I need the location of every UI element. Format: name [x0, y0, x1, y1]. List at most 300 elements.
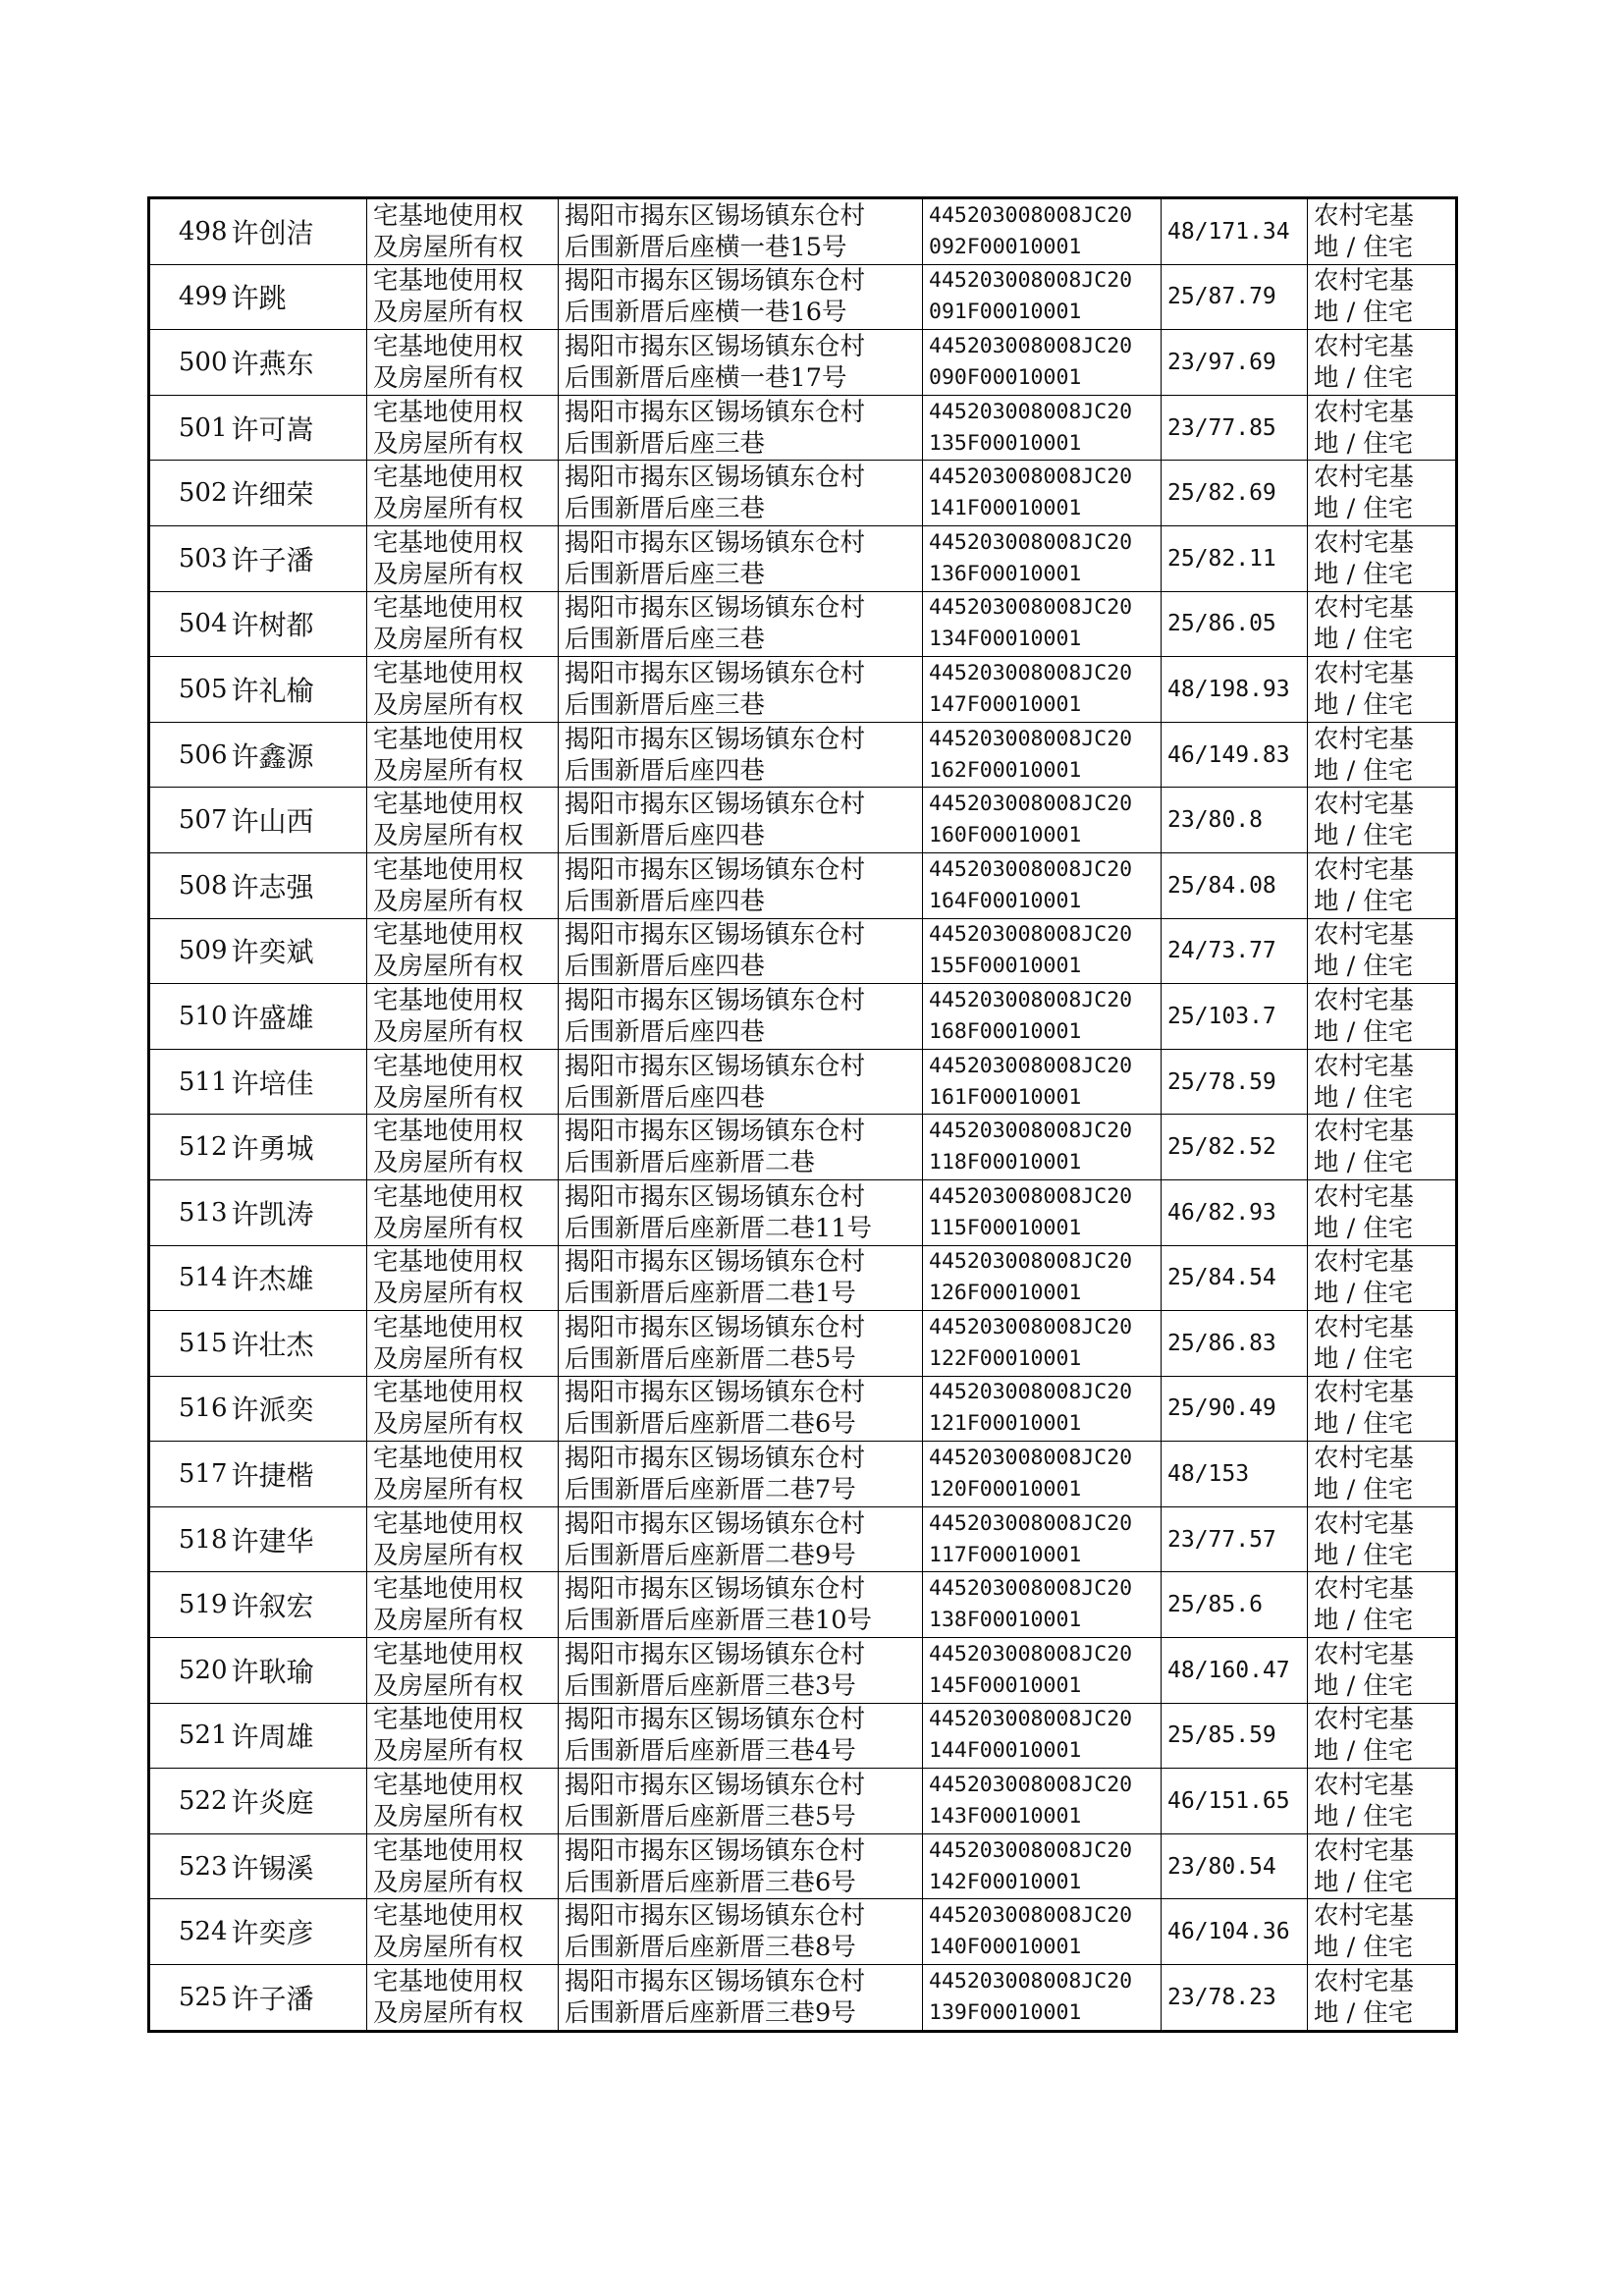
area-value: 23/80.8: [1162, 788, 1308, 853]
unit-code-line: 121F00010001: [929, 1411, 1082, 1437]
land-use: [1308, 1899, 1457, 1965]
owner-name: 许创洁: [230, 198, 367, 265]
right-type-line: 及房屋所有权: [373, 1016, 524, 1047]
table-row: [149, 1965, 1457, 2032]
area-value: 25/86.83: [1162, 1311, 1308, 1377]
property-address-line: 揭阳市揭东区锡场镇东仓村: [565, 527, 866, 558]
land-use-line: 农村宅基: [1314, 658, 1415, 688]
area-value: 25/87.79: [1162, 264, 1308, 330]
owner-name: 许子潘: [230, 525, 367, 591]
property-address-line: 揭阳市揭东区锡场镇东仓村: [565, 593, 866, 624]
land-use: [1308, 1245, 1457, 1311]
land-use-line: 农村宅基: [1314, 397, 1415, 427]
land-use-line: 农村宅基: [1314, 1378, 1415, 1408]
land-use-line: 农村宅基: [1314, 266, 1415, 297]
right-type: [367, 1965, 559, 2032]
property-address: [559, 1311, 923, 1377]
area-value: 46/104.36: [1162, 1899, 1308, 1965]
property-address-line: 揭阳市揭东区锡场镇东仓村: [565, 790, 866, 820]
table-row: [149, 984, 1457, 1050]
right-type: [367, 1049, 559, 1115]
table-row: [149, 330, 1457, 396]
unit-code-line: 168F00010001: [929, 1018, 1082, 1044]
unit-code-line: 445203008008JC20: [929, 1837, 1133, 1863]
owner-name: 许树都: [230, 591, 367, 657]
land-use: [1308, 198, 1457, 265]
right-type-line: 宅基地使用权: [373, 1508, 524, 1539]
property-address: [559, 1506, 923, 1572]
property-address: [559, 1899, 923, 1965]
property-address-line: 后围新厝后座新厝三巷8号: [565, 1933, 856, 1963]
right-type-line: 宅基地使用权: [373, 854, 524, 885]
property-address-line: 揭阳市揭东区锡场镇东仓村: [565, 1312, 866, 1342]
row-number: 510: [149, 984, 230, 1050]
property-address-line: 后围新厝后座新厝三巷6号: [565, 1867, 856, 1897]
owner-name: 许壮杰: [230, 1311, 367, 1377]
unit-code-line: 143F00010001: [929, 1804, 1082, 1830]
owner-name: 许奕斌: [230, 918, 367, 984]
land-use: [1308, 1442, 1457, 1507]
land-use-line: 农村宅基: [1314, 1444, 1415, 1474]
property-address-line: 后围新厝后座新厝二巷7号: [565, 1475, 856, 1505]
land-use-line: 地 / 住宅: [1314, 1082, 1414, 1113]
right-type: [367, 852, 559, 918]
property-address-line: 揭阳市揭东区锡场镇东仓村: [565, 1378, 866, 1408]
right-type-line: 及房屋所有权: [373, 1606, 524, 1636]
land-use: [1308, 657, 1457, 723]
unit-code: [923, 525, 1162, 591]
property-address: [559, 1833, 923, 1899]
land-use-line: 地 / 住宅: [1314, 952, 1414, 982]
area-value: 23/77.85: [1162, 395, 1308, 461]
row-number: 513: [149, 1179, 230, 1245]
land-use-line: 地 / 住宅: [1314, 625, 1414, 655]
right-type-line: 及房屋所有权: [373, 1997, 524, 2028]
unit-code-line: 445203008008JC20: [929, 1380, 1133, 1405]
row-number: 502: [149, 461, 230, 526]
right-type-line: 宅基地使用权: [373, 200, 524, 231]
unit-code-line: 445203008008JC20: [929, 1641, 1133, 1667]
row-number: 507: [149, 788, 230, 853]
right-type-line: 宅基地使用权: [373, 1312, 524, 1342]
property-address-line: 揭阳市揭东区锡场镇东仓村: [565, 200, 866, 231]
right-type-line: 宅基地使用权: [373, 1771, 524, 1801]
land-use-line: 地 / 住宅: [1314, 232, 1414, 262]
row-number: 520: [149, 1638, 230, 1704]
land-use: [1308, 1833, 1457, 1899]
land-use-line: 农村宅基: [1314, 1574, 1415, 1605]
property-address: [559, 591, 923, 657]
property-address: [559, 330, 923, 396]
right-type-line: 宅基地使用权: [373, 331, 524, 361]
row-number: 521: [149, 1703, 230, 1769]
right-type: [367, 1245, 559, 1311]
property-address-line: 后围新厝后座横一巷17号: [565, 362, 847, 393]
table-row: [149, 722, 1457, 788]
unit-code-line: 445203008008JC20: [929, 1053, 1133, 1078]
property-address: [559, 525, 923, 591]
unit-code-line: 445203008008JC20: [929, 1446, 1133, 1471]
table-row: [149, 1442, 1457, 1507]
land-use-line: 地 / 住宅: [1314, 1933, 1414, 1963]
land-use: [1308, 1311, 1457, 1377]
property-address: [559, 1179, 923, 1245]
land-use-line: 地 / 住宅: [1314, 428, 1414, 459]
unit-code-line: 135F00010001: [929, 430, 1082, 456]
right-type: [367, 1769, 559, 1834]
area-value: 48/171.34: [1162, 198, 1308, 265]
property-address-line: 后围新厝后座新厝二巷11号: [565, 1213, 872, 1243]
unit-code: [923, 330, 1162, 396]
unit-code: [923, 1115, 1162, 1180]
property-address: [559, 1769, 923, 1834]
right-type: [367, 1179, 559, 1245]
owner-name: 许可嵩: [230, 395, 367, 461]
property-address: [559, 1115, 923, 1180]
unit-code-line: 445203008008JC20: [929, 922, 1133, 948]
land-use-line: 地 / 住宅: [1314, 1540, 1414, 1570]
land-use: [1308, 852, 1457, 918]
property-address-line: 揭阳市揭东区锡场镇东仓村: [565, 1247, 866, 1278]
unit-code-line: 445203008008JC20: [929, 1510, 1133, 1536]
row-number: 500: [149, 330, 230, 396]
table-row: [149, 657, 1457, 723]
right-type-line: 及房屋所有权: [373, 1475, 524, 1505]
property-address-line: 揭阳市揭东区锡场镇东仓村: [565, 1508, 866, 1539]
unit-code-line: 126F00010001: [929, 1281, 1082, 1306]
row-number: 512: [149, 1115, 230, 1180]
table-row: [149, 1376, 1457, 1442]
unit-code-line: 445203008008JC20: [929, 529, 1133, 555]
land-use-line: 农村宅基: [1314, 200, 1415, 231]
land-use-line: 地 / 住宅: [1314, 1606, 1414, 1636]
land-use-line: 地 / 住宅: [1314, 1802, 1414, 1832]
property-address-line: 揭阳市揭东区锡场镇东仓村: [565, 1966, 866, 1996]
table-row: [149, 1506, 1457, 1572]
property-address-line: 后围新厝后座三巷: [565, 428, 766, 459]
row-number: 503: [149, 525, 230, 591]
property-address-line: 揭阳市揭东区锡场镇东仓村: [565, 266, 866, 297]
row-number: 516: [149, 1376, 230, 1442]
right-type: [367, 525, 559, 591]
land-use-line: 农村宅基: [1314, 331, 1415, 361]
right-type-line: 及房屋所有权: [373, 232, 524, 262]
unit-code-line: 160F00010001: [929, 823, 1082, 848]
unit-code-line: 445203008008JC20: [929, 1249, 1133, 1275]
land-use: [1308, 330, 1457, 396]
unit-code-line: 117F00010001: [929, 1542, 1082, 1567]
property-address-line: 揭阳市揭东区锡场镇东仓村: [565, 1051, 866, 1081]
land-use-line: 地 / 住宅: [1314, 1148, 1414, 1178]
property-address: [559, 788, 923, 853]
table-row: [149, 1833, 1457, 1899]
unit-code: [923, 461, 1162, 526]
row-number: 505: [149, 657, 230, 723]
property-address: [559, 1965, 923, 2032]
property-address-line: 揭阳市揭东区锡场镇东仓村: [565, 1639, 866, 1669]
right-type-line: 宅基地使用权: [373, 1901, 524, 1932]
right-type: [367, 1311, 559, 1377]
land-use-line: 农村宅基: [1314, 1901, 1415, 1932]
right-type-line: 宅基地使用权: [373, 1966, 524, 1996]
unit-code: [923, 264, 1162, 330]
right-type: [367, 918, 559, 984]
land-use-line: 农村宅基: [1314, 1051, 1415, 1081]
land-use-line: 农村宅基: [1314, 985, 1415, 1015]
table-row: [149, 1179, 1457, 1245]
unit-code: [923, 657, 1162, 723]
right-type: [367, 461, 559, 526]
row-number: 501: [149, 395, 230, 461]
area-value: 48/153: [1162, 1442, 1308, 1507]
right-type-line: 及房屋所有权: [373, 428, 524, 459]
property-address-line: 后围新厝后座新厝二巷1号: [565, 1279, 856, 1309]
property-address: [559, 852, 923, 918]
right-type-line: 宅基地使用权: [373, 985, 524, 1015]
owner-name: 许培佳: [230, 1049, 367, 1115]
property-address-line: 后围新厝后座新厝三巷5号: [565, 1802, 856, 1832]
unit-code-line: 161F00010001: [929, 1084, 1082, 1110]
right-type-line: 宅基地使用权: [373, 1574, 524, 1605]
right-type: [367, 788, 559, 853]
owner-name: 许周雄: [230, 1703, 367, 1769]
area-value: 48/198.93: [1162, 657, 1308, 723]
property-address-line: 后围新厝后座新厝三巷10号: [565, 1606, 872, 1636]
right-type-line: 及房屋所有权: [373, 1213, 524, 1243]
land-use-line: 农村宅基: [1314, 463, 1415, 493]
unit-code: [923, 1572, 1162, 1638]
right-type: [367, 1899, 559, 1965]
right-type-line: 及房屋所有权: [373, 755, 524, 786]
unit-code: [923, 1965, 1162, 2032]
right-type-line: 及房屋所有权: [373, 1867, 524, 1897]
property-address-line: 后围新厝后座横一巷15号: [565, 232, 847, 262]
right-type-line: 及房屋所有权: [373, 1540, 524, 1570]
land-use: [1308, 1769, 1457, 1834]
land-use-line: 农村宅基: [1314, 854, 1415, 885]
right-type-line: 宅基地使用权: [373, 266, 524, 297]
property-address-line: 后围新厝后座新厝二巷9号: [565, 1540, 856, 1570]
owner-name: 许耿瑜: [230, 1638, 367, 1704]
owner-name: 许勇城: [230, 1115, 367, 1180]
right-type-line: 宅基地使用权: [373, 397, 524, 427]
unit-code-line: 141F00010001: [929, 496, 1082, 521]
property-address-line: 后围新厝后座新厝三巷4号: [565, 1736, 856, 1767]
land-use: [1308, 984, 1457, 1050]
unit-code-line: 445203008008JC20: [929, 1183, 1133, 1209]
row-number: 511: [149, 1049, 230, 1115]
property-address-line: 后围新厝后座四巷: [565, 821, 766, 851]
owner-name: 许锡溪: [230, 1833, 367, 1899]
right-type: [367, 1833, 559, 1899]
property-address-line: 后围新厝后座四巷: [565, 755, 766, 786]
owner-name: 许凯涛: [230, 1179, 367, 1245]
unit-code: [923, 1769, 1162, 1834]
property-address: [559, 198, 923, 265]
owner-name: 许建华: [230, 1506, 367, 1572]
land-use-line: 农村宅基: [1314, 1966, 1415, 1996]
property-address-line: 揭阳市揭东区锡场镇东仓村: [565, 985, 866, 1015]
unit-code-line: 445203008008JC20: [929, 1773, 1133, 1798]
table-row: [149, 918, 1457, 984]
land-use-line: 地 / 住宅: [1314, 1343, 1414, 1374]
property-address-line: 后围新厝后座新厝二巷5号: [565, 1343, 856, 1374]
right-type: [367, 395, 559, 461]
land-use-line: 地 / 住宅: [1314, 821, 1414, 851]
property-address: [559, 1442, 923, 1507]
right-type: [367, 1442, 559, 1507]
table-row: [149, 788, 1457, 853]
right-type-line: 宅基地使用权: [373, 658, 524, 688]
right-type: [367, 1572, 559, 1638]
property-address-line: 揭阳市揭东区锡场镇东仓村: [565, 1901, 866, 1932]
land-use-line: 农村宅基: [1314, 1247, 1415, 1278]
area-value: 46/151.65: [1162, 1769, 1308, 1834]
right-type-line: 宅基地使用权: [373, 1705, 524, 1735]
property-address: [559, 264, 923, 330]
row-number: 523: [149, 1833, 230, 1899]
property-address-line: 揭阳市揭东区锡场镇东仓村: [565, 1771, 866, 1801]
area-value: 25/82.69: [1162, 461, 1308, 526]
area-value: 46/82.93: [1162, 1179, 1308, 1245]
right-type: [367, 591, 559, 657]
right-type: [367, 1376, 559, 1442]
property-address-line: 揭阳市揭东区锡场镇东仓村: [565, 1574, 866, 1605]
unit-code: [923, 1638, 1162, 1704]
table-row: [149, 198, 1457, 265]
owner-name: 许跳: [230, 264, 367, 330]
unit-code-line: 092F00010001: [929, 234, 1082, 259]
row-number: 499: [149, 264, 230, 330]
right-type-line: 宅基地使用权: [373, 463, 524, 493]
table-row: [149, 1638, 1457, 1704]
property-address-line: 揭阳市揭东区锡场镇东仓村: [565, 463, 866, 493]
land-use: [1308, 1703, 1457, 1769]
area-value: 48/160.47: [1162, 1638, 1308, 1704]
property-address-line: 后围新厝后座三巷: [565, 689, 766, 720]
land-use: [1308, 395, 1457, 461]
land-use: [1308, 525, 1457, 591]
property-address: [559, 657, 923, 723]
owner-name: 许鑫源: [230, 722, 367, 788]
table-row: [149, 461, 1457, 526]
land-use: [1308, 1049, 1457, 1115]
property-address-line: 揭阳市揭东区锡场镇东仓村: [565, 658, 866, 688]
unit-code-line: 445203008008JC20: [929, 856, 1133, 882]
right-type-line: 及房屋所有权: [373, 886, 524, 916]
right-type-line: 及房屋所有权: [373, 1343, 524, 1374]
unit-code-line: 145F00010001: [929, 1672, 1082, 1698]
land-use-line: 农村宅基: [1314, 920, 1415, 951]
right-type-line: 宅基地使用权: [373, 1117, 524, 1147]
right-type-line: 及房屋所有权: [373, 298, 524, 328]
right-type-line: 及房屋所有权: [373, 1279, 524, 1309]
land-use-line: 地 / 住宅: [1314, 298, 1414, 328]
row-number: 525: [149, 1965, 230, 2032]
unit-code-line: 090F00010001: [929, 364, 1082, 390]
property-address-line: 后围新厝后座三巷: [565, 494, 766, 524]
row-number: 508: [149, 852, 230, 918]
land-use-line: 地 / 住宅: [1314, 1475, 1414, 1505]
unit-code: [923, 1442, 1162, 1507]
right-type-line: 及房屋所有权: [373, 1802, 524, 1832]
unit-code: [923, 1899, 1162, 1965]
unit-code: [923, 1245, 1162, 1311]
property-address-line: 揭阳市揭东区锡场镇东仓村: [565, 1181, 866, 1212]
owner-name: 许盛雄: [230, 984, 367, 1050]
area-value: 46/149.83: [1162, 722, 1308, 788]
unit-code-line: 164F00010001: [929, 888, 1082, 913]
table-row: [149, 852, 1457, 918]
unit-code-line: 144F00010001: [929, 1738, 1082, 1764]
owner-name: 许派奕: [230, 1376, 367, 1442]
unit-code: [923, 198, 1162, 265]
land-use: [1308, 1115, 1457, 1180]
property-address-line: 揭阳市揭东区锡场镇东仓村: [565, 724, 866, 754]
unit-code-line: 134F00010001: [929, 627, 1082, 652]
owner-name: 许细荣: [230, 461, 367, 526]
unit-code: [923, 1376, 1162, 1442]
table-row: [149, 264, 1457, 330]
unit-code: [923, 852, 1162, 918]
area-value: 25/85.6: [1162, 1572, 1308, 1638]
property-address-line: 揭阳市揭东区锡场镇东仓村: [565, 1705, 866, 1735]
land-use: [1308, 1179, 1457, 1245]
right-type-line: 及房屋所有权: [373, 494, 524, 524]
unit-code-line: 445203008008JC20: [929, 464, 1133, 490]
area-value: 23/77.57: [1162, 1506, 1308, 1572]
right-type-line: 宅基地使用权: [373, 790, 524, 820]
right-type-line: 宅基地使用权: [373, 920, 524, 951]
owner-name: 许礼榆: [230, 657, 367, 723]
table-row: [149, 525, 1457, 591]
unit-code-line: 445203008008JC20: [929, 987, 1133, 1012]
unit-code: [923, 1179, 1162, 1245]
property-address: [559, 1572, 923, 1638]
table-row: [149, 591, 1457, 657]
right-type-line: 宅基地使用权: [373, 1181, 524, 1212]
unit-code-line: 445203008008JC20: [929, 1903, 1133, 1929]
unit-code-line: 445203008008JC20: [929, 202, 1133, 228]
area-value: 23/78.23: [1162, 1965, 1308, 2032]
unit-code: [923, 984, 1162, 1050]
unit-code-line: 091F00010001: [929, 300, 1082, 325]
area-value: 25/84.08: [1162, 852, 1308, 918]
right-type-line: 及房屋所有权: [373, 362, 524, 393]
land-use-line: 地 / 住宅: [1314, 689, 1414, 720]
area-value: 25/82.11: [1162, 525, 1308, 591]
land-use-line: 农村宅基: [1314, 1771, 1415, 1801]
land-use-line: 农村宅基: [1314, 1312, 1415, 1342]
right-type-line: 及房屋所有权: [373, 1736, 524, 1767]
owner-name: 许炎庭: [230, 1769, 367, 1834]
row-number: 509: [149, 918, 230, 984]
property-address-line: 后围新厝后座三巷: [565, 559, 766, 589]
table-body: [149, 198, 1457, 2032]
land-use: [1308, 461, 1457, 526]
unit-code: [923, 788, 1162, 853]
unit-code: [923, 395, 1162, 461]
land-use: [1308, 1638, 1457, 1704]
row-number: 524: [149, 1899, 230, 1965]
land-use-line: 农村宅基: [1314, 1705, 1415, 1735]
property-address-line: 后围新厝后座新厝三巷3号: [565, 1670, 856, 1701]
right-type: [367, 1115, 559, 1180]
land-use-line: 地 / 住宅: [1314, 362, 1414, 393]
land-use: [1308, 788, 1457, 853]
area-value: 25/103.7: [1162, 984, 1308, 1050]
unit-code-line: 147F00010001: [929, 691, 1082, 717]
